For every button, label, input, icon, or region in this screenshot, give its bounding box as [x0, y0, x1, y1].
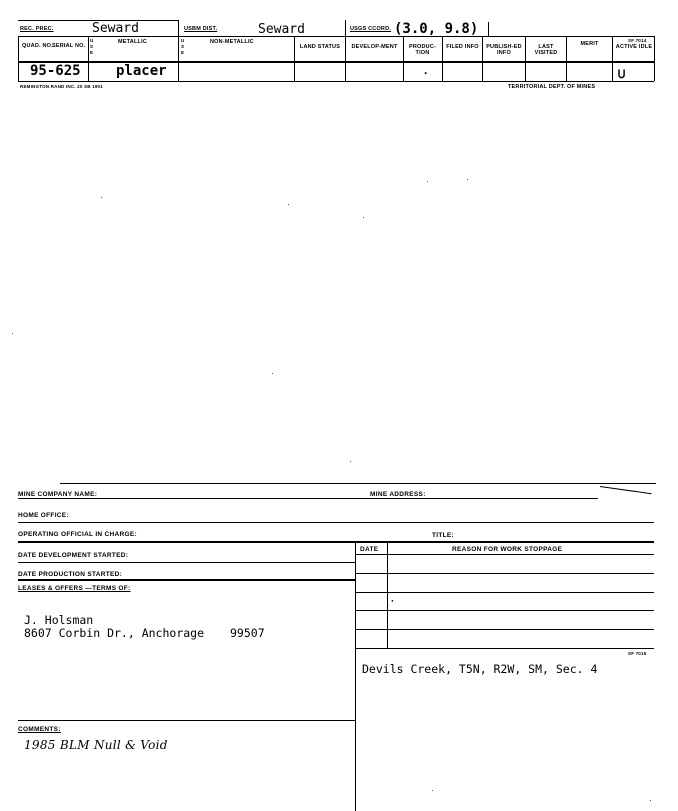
filed-info-label: FILED INFO — [446, 44, 479, 50]
last-visited-label: LAST VISITED — [534, 44, 558, 56]
lease-zip: 99507 — [230, 626, 265, 640]
production-mark: · — [424, 66, 428, 80]
rec-prec-value: Seward — [92, 21, 139, 36]
usbm-dist-value: Seward — [258, 22, 305, 37]
metallic-value: placer — [116, 63, 167, 79]
home-office-label: HOME OFFICE: — [18, 512, 69, 519]
quad-serial-value: 95-625 — [30, 63, 81, 79]
form-number: SF 7014 — [628, 38, 647, 43]
lease-holder: J. Holsman — [24, 613, 94, 627]
printer-line: REMINGTON RAND INC. 20 SB 1901 — [20, 84, 103, 89]
date-production-label: DATE PRODUCTION STARTED: — [18, 571, 123, 578]
date-column-label: DATE — [360, 546, 379, 553]
development-label: DEVELOP-MENT — [351, 44, 398, 50]
title-label: TITLE: — [432, 532, 455, 539]
comment-handwriting: 1985 BLM Null & Void — [24, 738, 168, 752]
published-info-label: PUBLISH-ED INFO — [486, 44, 522, 56]
land-status-label: LAND STATUS — [299, 44, 341, 50]
form-number-2: SF 7015 — [628, 651, 647, 656]
non-metallic-label: NON-METALLIC — [210, 39, 254, 45]
active-idle-mark: ⊃ — [614, 68, 630, 80]
date-development-label: DATE DEVELOPMENT STARTED: — [18, 552, 129, 559]
active-idle-label: ACTIVE IDLE — [615, 44, 653, 50]
comments-label: COMMENTS: — [18, 726, 61, 733]
lease-address: 8607 Corbin Dr., Anchorage — [24, 626, 205, 640]
metallic-label: METALLIC — [118, 39, 147, 45]
quad-no-label: QUAD. NO. — [22, 43, 53, 49]
leases-label: LEASES & OFFERS —TERMS OF: — [18, 585, 131, 592]
usbm-dist-label: USBM DIST. — [184, 26, 218, 32]
operating-official-label: OPERATING OFFICIAL IN CHARGE: — [18, 531, 137, 538]
mine-company-label: MINE COMPANY NAME: — [18, 491, 98, 498]
use-label-metallic: U S E — [90, 38, 94, 55]
production-label: PRODUC-TION — [408, 44, 437, 56]
location-text: Devils Creek, T5N, R2W, SM, Sec. 4 — [362, 662, 598, 676]
mine-address-label: MINE ADDRESS: — [370, 491, 426, 498]
stray-mark: · — [391, 596, 395, 607]
use-label-non-metallic: U S E — [181, 38, 185, 55]
reason-column-label: REASON FOR WORK STOPPAGE — [452, 546, 563, 553]
usgs-ccord-value: (3.0, 9.8) — [394, 21, 479, 37]
usgs-ccord-label: USGS CCORD. — [350, 26, 392, 32]
department-label: TERRITORIAL DEPT. OF MINES — [508, 84, 596, 90]
rec-prec-label: REC. PREC. — [20, 26, 54, 32]
merit-label: MERIT — [580, 41, 599, 47]
serial-no-label: SERIAL NO. — [52, 43, 86, 49]
